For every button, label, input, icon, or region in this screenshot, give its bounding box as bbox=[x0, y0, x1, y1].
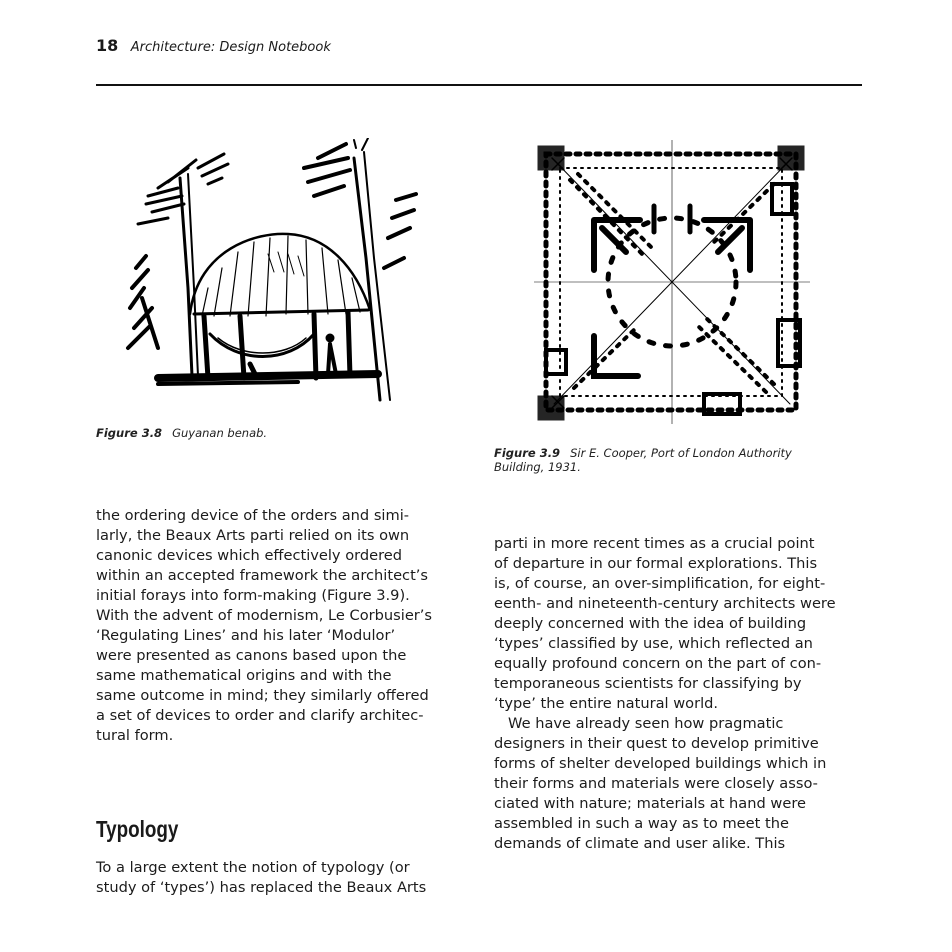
figure-label: Figure 3.8 bbox=[96, 426, 163, 440]
text-line: within an accepted framework the architect’s bbox=[96, 567, 429, 584]
left-text-column bbox=[96, 506, 462, 746]
text-line: forms of shelter developed buildings which in bbox=[494, 755, 827, 772]
text-line: canonic devices which effectively ordered bbox=[96, 547, 403, 564]
figure-3-9-caption bbox=[494, 446, 792, 474]
text-line: To a large extent the notion of typology (or bbox=[96, 859, 410, 876]
figure-label: Figure 3.9 bbox=[494, 446, 561, 460]
figure-3-9-floor-plan bbox=[534, 140, 810, 424]
text-line: eenth- and nineteenth-century architects were bbox=[494, 595, 836, 612]
text-line: tural form. bbox=[96, 727, 174, 744]
text-line: With the advent of modernism, Le Corbusier’s bbox=[96, 607, 433, 624]
text-line: the ordering device of the orders and simi- bbox=[96, 507, 410, 524]
text-line: initial forays into form-making (Figure 3.9). bbox=[96, 587, 410, 604]
text-line: same outcome in mind; they similarly offered bbox=[96, 687, 429, 704]
text-line: parti in more recent times as a crucial point bbox=[494, 535, 815, 552]
text-line: ciated with nature; materials at hand were bbox=[494, 795, 806, 812]
text-line: larly, the Beaux Arts parti relied on its own bbox=[96, 527, 410, 544]
text-line: is, of course, an over-simplification, for eight- bbox=[494, 575, 826, 592]
text-line: were presented as canons based upon the bbox=[96, 647, 407, 664]
text-line: ‘types’ classified by use, which reflected an bbox=[494, 635, 813, 652]
text-line: equally profound concern on the part of con- bbox=[494, 655, 822, 672]
text-line: deeply concerned with the idea of building bbox=[494, 615, 807, 632]
text-line: a set of devices to order and clarify architec- bbox=[96, 707, 424, 724]
running-title: Architecture: Design Notebook bbox=[130, 40, 331, 55]
text-line: of departure in our formal explorations. This bbox=[494, 555, 818, 572]
right-text-column bbox=[494, 534, 862, 854]
text-line: ‘type’ the entire natural world. bbox=[494, 695, 719, 712]
caption-line-1: Sir E. Cooper, Port of London Authority bbox=[570, 446, 792, 460]
text-line: We have already seen how pragmatic bbox=[508, 715, 784, 732]
text-line: designers in their quest to develop primitive bbox=[494, 735, 819, 752]
caption-line-2: Building, 1931. bbox=[494, 460, 581, 474]
text-line: their forms and materials were closely asso- bbox=[494, 775, 818, 792]
figure-3-8-caption bbox=[96, 426, 267, 440]
text-line: same mathematical origins and with the bbox=[96, 667, 392, 684]
figure-3-8-hut-sketch bbox=[118, 138, 418, 410]
text-line: temporaneous scientists for classifying by bbox=[494, 675, 802, 692]
text-line: study of ‘types’) has replaced the Beaux Arts bbox=[96, 879, 427, 896]
text-line: assembled in such a way as to meet the bbox=[494, 815, 789, 832]
running-header bbox=[96, 36, 331, 55]
section-heading-typology: Typology bbox=[96, 816, 179, 842]
header-rule bbox=[96, 84, 862, 86]
page-number: 18 bbox=[96, 36, 119, 55]
text-line: demands of climate and user alike. This bbox=[494, 835, 786, 852]
left-text-after-heading bbox=[96, 858, 462, 898]
caption-text: Guyanan benab. bbox=[172, 426, 268, 440]
text-line: ‘Regulating Lines’ and his later ‘Modulor’ bbox=[96, 627, 396, 644]
